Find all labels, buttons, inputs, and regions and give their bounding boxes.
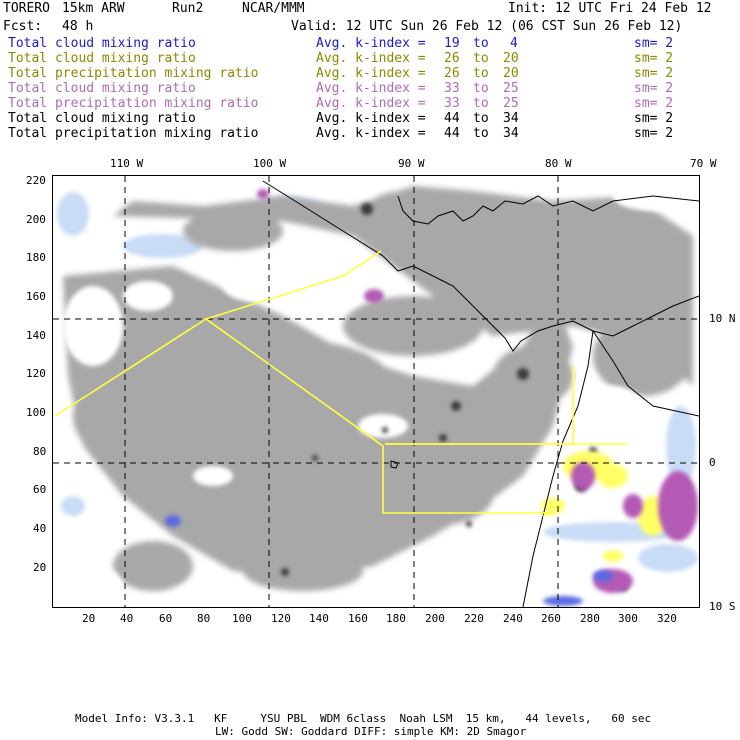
lon-label: 70 W — [690, 157, 717, 170]
legend-kindex-from: 44 — [444, 111, 460, 126]
map-plot — [52, 175, 700, 608]
y-tick-label: 220 — [26, 174, 46, 187]
x-tick-label: 320 — [657, 612, 677, 625]
legend-kindex-to-word: to — [473, 111, 489, 126]
legend-field: Total precipitation mixing ratio — [8, 66, 259, 81]
y-tick-label: 80 — [33, 445, 47, 458]
model-name: TORERO — [3, 1, 50, 16]
legend-kindex-to-word: to — [473, 51, 489, 66]
legend-smoothing: sm= 2 — [634, 111, 674, 126]
valid-time: Valid: 12 UTC Sun 26 Feb 12 (06 CST Sun 26 Feb 12) — [291, 19, 683, 34]
y-tick-label: 20 — [33, 561, 47, 574]
y-tick-label: 100 — [26, 406, 46, 419]
map-svg — [53, 176, 699, 607]
model-org: NCAR/MMM — [242, 1, 305, 16]
legend-field: Total precipitation mixing ratio — [8, 96, 259, 111]
legend-kindex-to: 25 — [503, 96, 519, 111]
legend-smoothing: sm= 2 — [634, 126, 674, 141]
lat-label: 0 — [709, 456, 716, 469]
legend-smoothing: sm= 2 — [634, 81, 674, 96]
lat-label: 10 S — [709, 600, 736, 613]
legend-field: Total cloud mixing ratio — [8, 111, 196, 126]
lon-label: 110 W — [110, 157, 144, 170]
legend-smoothing: sm= 2 — [634, 66, 674, 81]
legend-smoothing: sm= 2 — [634, 96, 674, 111]
y-tick-label: 60 — [33, 483, 47, 496]
legend-kindex-label: Avg. k-index = — [316, 81, 426, 96]
x-tick-label: 140 — [309, 612, 329, 625]
lon-label: 100 W — [253, 157, 287, 170]
legend-kindex-from: 19 — [444, 36, 460, 51]
legend-kindex-from: 26 — [444, 66, 460, 81]
legend-kindex-label: Avg. k-index = — [316, 66, 426, 81]
lat-label: 10 N — [709, 312, 736, 325]
legend-field: Total cloud mixing ratio — [8, 36, 196, 51]
legend-field: Total precipitation mixing ratio — [8, 126, 259, 141]
x-tick-label: 60 — [159, 612, 173, 625]
legend-kindex-to: 25 — [503, 81, 519, 96]
legend-kindex-to: 4 — [510, 36, 518, 51]
legend-kindex-to-word: to — [473, 126, 489, 141]
legend-kindex-label: Avg. k-index = — [316, 96, 426, 111]
legend-field: Total cloud mixing ratio — [8, 81, 196, 96]
lon-label: 90 W — [398, 157, 425, 170]
x-tick-label: 40 — [120, 612, 134, 625]
legend-kindex-to-word: to — [473, 36, 489, 51]
x-tick-label: 220 — [464, 612, 484, 625]
lon-label: 80 W — [545, 157, 572, 170]
x-tick-label: 160 — [348, 612, 368, 625]
x-tick-label: 80 — [197, 612, 211, 625]
legend-kindex-from: 44 — [444, 126, 460, 141]
legend-kindex-label: Avg. k-index = — [316, 111, 426, 126]
forecast-hour: 48 h — [62, 19, 94, 34]
legend-smoothing: sm= 2 — [634, 51, 674, 66]
y-tick-label: 200 — [26, 213, 46, 226]
legend-smoothing: sm= 2 — [634, 36, 674, 51]
legend-kindex-to: 20 — [503, 66, 519, 81]
model-resolution: 15km ARW — [62, 1, 125, 16]
y-tick-label: 140 — [26, 329, 46, 342]
forecast-label: Fcst: — [3, 19, 43, 34]
x-tick-label: 20 — [82, 612, 96, 625]
legend-kindex-to-word: to — [473, 96, 489, 111]
model-run: Run2 — [172, 1, 204, 16]
y-tick-label: 160 — [26, 290, 46, 303]
legend-kindex-to: 20 — [503, 51, 519, 66]
x-tick-label: 100 — [232, 612, 252, 625]
legend-kindex-from: 26 — [444, 51, 460, 66]
legend-kindex-to-word: to — [473, 81, 489, 96]
x-tick-label: 300 — [618, 612, 638, 625]
init-time: Init: 12 UTC Fri 24 Feb 12 — [508, 1, 712, 16]
model-physics: LW: Godd SW: Goddard DIFF: simple KM: 2D Smagor — [215, 725, 527, 738]
y-tick-label: 180 — [26, 251, 46, 264]
model-info: Model Info: V3.3.1 KF YSU PBL WDM 6class Noah LSM 15 km, 44 levels, 60 sec — [75, 712, 652, 725]
y-tick-label: 40 — [33, 522, 47, 535]
x-tick-label: 280 — [580, 612, 600, 625]
x-tick-label: 260 — [541, 612, 561, 625]
legend-kindex-to-word: to — [473, 66, 489, 81]
x-tick-label: 240 — [503, 612, 523, 625]
x-tick-label: 120 — [271, 612, 291, 625]
x-tick-label: 200 — [425, 612, 445, 625]
legend-kindex-label: Avg. k-index = — [316, 36, 426, 51]
legend-kindex-label: Avg. k-index = — [316, 126, 426, 141]
legend-kindex-label: Avg. k-index = — [316, 51, 426, 66]
legend-kindex-from: 33 — [444, 96, 460, 111]
legend-field: Total cloud mixing ratio — [8, 51, 196, 66]
legend-kindex-from: 33 — [444, 81, 460, 96]
legend-kindex-to: 34 — [503, 111, 519, 126]
legend-kindex-to: 34 — [503, 126, 519, 141]
y-tick-label: 120 — [26, 367, 46, 380]
x-tick-label: 180 — [386, 612, 406, 625]
